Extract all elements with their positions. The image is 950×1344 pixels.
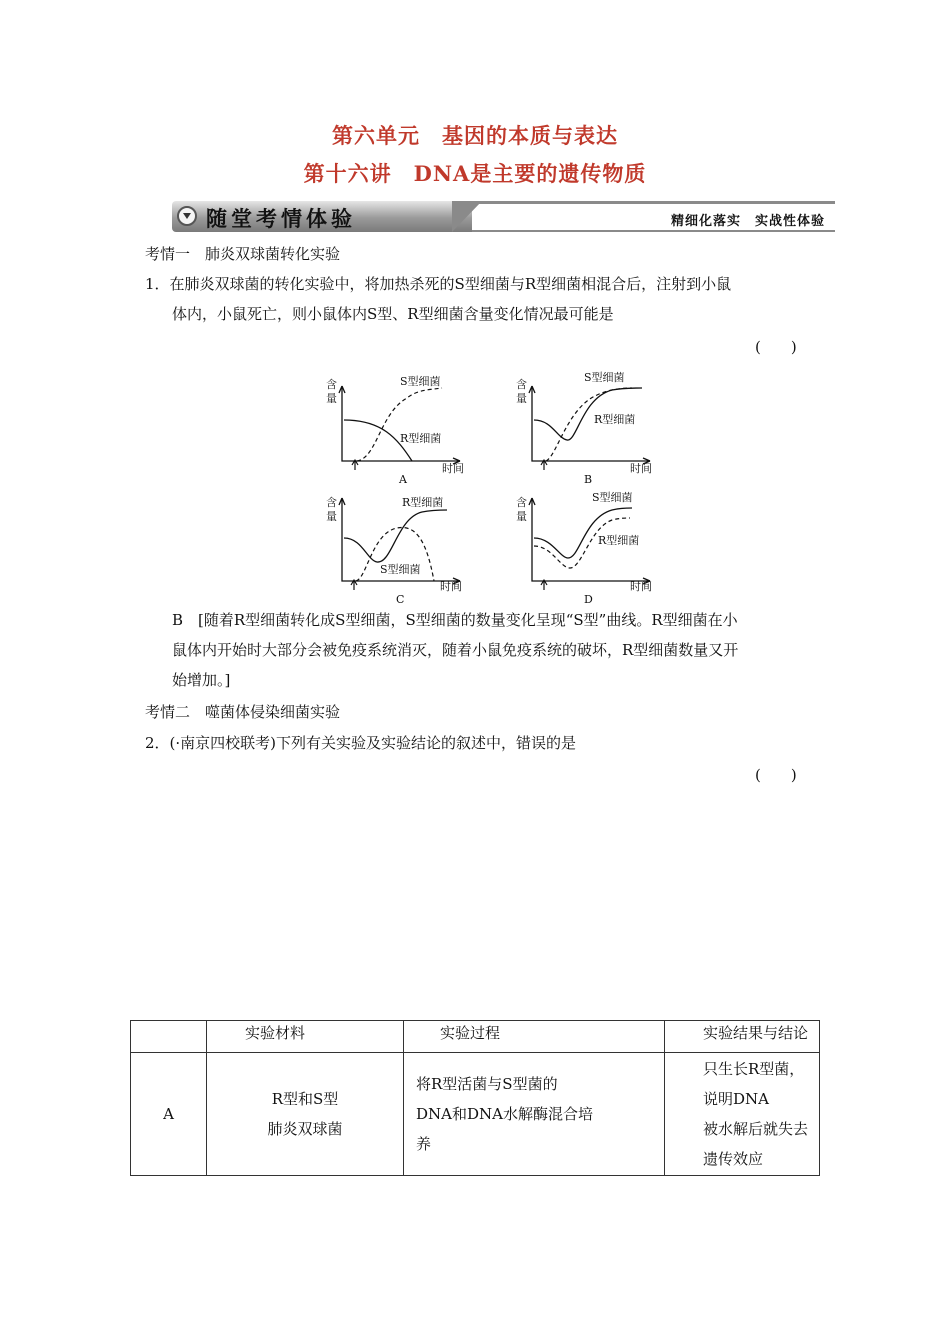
experiment-table	[130, 1020, 820, 1176]
ylabel-top: 含	[326, 496, 337, 509]
answer1-line2: 鼠体内开始时大部分会被免疫系统消灭，随着小鼠免疫系统的破坏，R型细菌数量又开	[172, 641, 739, 659]
process-cell	[404, 1053, 665, 1176]
graph-d	[512, 488, 672, 606]
curve-r	[344, 510, 447, 562]
process-line: DNA和DNA水解酶混合培	[416, 1105, 593, 1123]
section-banner	[172, 201, 835, 232]
xlabel: 时间	[630, 462, 652, 475]
answer-blank-1: ( )	[755, 338, 797, 356]
ylabel-bottom: 量	[516, 510, 527, 523]
material-cell	[207, 1053, 404, 1176]
table-header-cell: 实验材料	[207, 1021, 404, 1053]
xlabel: 时间	[442, 462, 464, 475]
lecture-title: 第十六讲 DNA是主要的遗传物质	[303, 161, 647, 186]
s-label: S型细菌	[584, 371, 625, 384]
ylabel-top: 含	[326, 378, 337, 391]
ylabel-bottom: 量	[326, 392, 337, 405]
question1-line1: 1．在肺炎双球菌的转化实验中，将加热杀死的S型细菌与R型细菌相混合后，注射到小鼠	[145, 275, 732, 293]
r-label: R型细菌	[594, 413, 636, 426]
answer-blank-2: ( )	[755, 766, 797, 784]
banner-rule-bottom	[472, 230, 835, 232]
unit-title: 第六单元 基因的本质与表达	[332, 123, 618, 148]
graph-a	[322, 368, 482, 486]
material-line: 肺炎双球菌	[267, 1120, 343, 1138]
s-label: S型细菌	[592, 491, 633, 504]
panel-letter: D	[584, 593, 593, 606]
xlabel: 时间	[630, 580, 652, 593]
panel-letter: A	[399, 473, 407, 486]
result-line: 只生长R型菌，说明DNA	[703, 1060, 805, 1108]
ylabel-top: 含	[516, 496, 527, 509]
table-header-cell: 实验过程	[404, 1021, 665, 1053]
process-line: 将R型活菌与S型菌的	[416, 1075, 558, 1093]
s-label: S型细菌	[380, 563, 421, 576]
curve-s	[534, 508, 632, 558]
result-line: 被水解后就失去遗传效应	[703, 1120, 809, 1168]
table-header-cell	[131, 1021, 207, 1053]
s-label: S型细菌	[400, 375, 441, 388]
answer1-line1: B [随着R型细菌转化成S型细菌，S型细菌的数量变化呈现“S型”曲线。R型细菌在小	[172, 611, 738, 629]
table-row	[131, 1053, 820, 1176]
process-line: 养	[416, 1135, 432, 1153]
panel-letter: B	[584, 473, 593, 486]
xlabel: 时间	[440, 580, 462, 593]
banner-title: 随堂考情体验	[206, 206, 356, 231]
question2: 2．(·南京四校联考)下列有关实验及实验结论的叙述中，错误的是	[145, 734, 577, 752]
banner-slant	[452, 201, 482, 232]
table-header-cell: 实验结果与结论	[665, 1021, 820, 1053]
panel-letter: C	[396, 593, 405, 606]
banner-subtitle: 精细化落实 实战性体验	[670, 214, 825, 229]
r-label: R型细菌	[402, 496, 444, 509]
table-header-row	[131, 1021, 820, 1053]
chevron-down-icon	[177, 206, 197, 226]
ylabel-bottom: 量	[326, 510, 337, 523]
question1-line2: 体内，小鼠死亡，则小鼠体内S型、R型细菌含量变化情况最可能是	[172, 305, 614, 323]
curve-s	[357, 388, 442, 461]
graph-c	[322, 488, 482, 606]
row-label: A	[131, 1053, 207, 1176]
ylabel-top: 含	[516, 378, 527, 391]
section1-heading: 考情一 肺炎双球菌转化实验	[145, 245, 341, 263]
banner-rule-top	[472, 201, 835, 204]
result-cell	[665, 1053, 820, 1176]
ylabel-bottom: 量	[516, 392, 527, 405]
graph-b	[512, 368, 672, 486]
r-label: R型细菌	[400, 432, 442, 445]
material-line: R型和S型	[271, 1090, 339, 1108]
answer1-line3: 始增加。]	[172, 671, 231, 689]
r-label: R型细菌	[598, 534, 640, 547]
section2-heading: 考情二 噬菌体侵染细菌实验	[145, 703, 341, 721]
